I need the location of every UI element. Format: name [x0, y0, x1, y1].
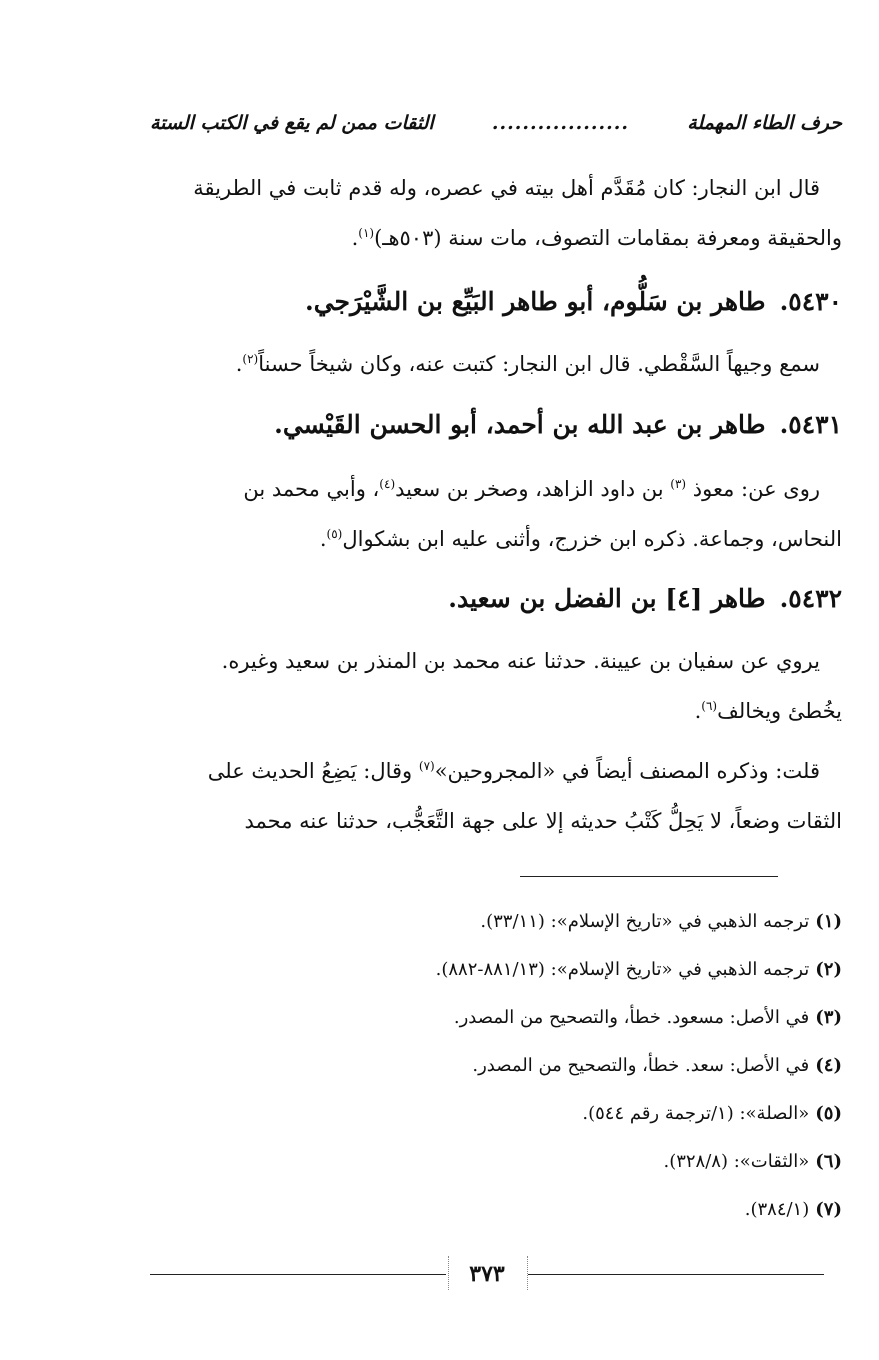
- header-book-title: الثقات ممن لم يقع في الكتب الستة: [150, 112, 434, 134]
- paragraph-1-line-2-end: .: [351, 226, 359, 250]
- footnote-number: (٢): [815, 959, 842, 980]
- paragraph-4-line-2: [150, 686, 842, 736]
- footnote-2: [150, 950, 842, 998]
- paragraph-4-line-1: يروي عن سفيان بن عيينة. حدثنا عنه محمد بن المنذر بن سعيد وغيره.: [221, 649, 820, 673]
- footnote-text: ترجمه الذهبي في «تاريخ الإسلام»: (٨٨١/١٣-٨٨٢).: [435, 959, 810, 980]
- paragraph-5: [150, 746, 842, 846]
- paragraph-3: [150, 464, 842, 564]
- entry-title-5430: طاهر بن سَلُّوم، أبو طاهر البَيِّع بن الشَّيْرَجي.: [305, 287, 766, 316]
- entry-title-5431: طاهر بن عبد الله بن أحمد، أبو الحسن القَيْسي.: [274, 410, 766, 439]
- footnote-number: (١): [815, 911, 842, 932]
- footnote-ref-4[interactable]: (٤): [379, 477, 396, 491]
- footnote-number: (٣): [815, 1007, 842, 1028]
- paragraph-3-end: .: [319, 527, 327, 551]
- paragraph-4-text: يخُطئ ويخالف: [717, 699, 842, 723]
- paragraph-5-text-b: وقال: يَضِعُ الحديث على: [207, 759, 419, 783]
- footnote-7: [150, 1190, 842, 1238]
- entry-heading-5432: [150, 579, 842, 619]
- paragraph-2-text: سمع وجيهاً السَّقْطي. قال ابن النجار: كتبت عنه، وكان شيخاً حسناً: [258, 352, 820, 376]
- footnote-text: «الثقات»: (٣٢٨/٨).: [663, 1151, 810, 1172]
- footnote-3: [150, 998, 842, 1046]
- footnote-ref-2[interactable]: (٢): [242, 352, 259, 366]
- paragraph-1: [150, 163, 842, 263]
- paragraph-1-line-1: قال ابن النجار: كان مُقَدَّم أهل بيته في عصره، وله قدم ثابت في الطريقة: [193, 176, 820, 200]
- footnote-6: [150, 1142, 842, 1190]
- paragraph-2-end: .: [235, 352, 243, 376]
- footnote-text: ترجمه الذهبي في «تاريخ الإسلام»: (٣٣/١١).: [480, 911, 810, 932]
- paragraph-2-line-1: [150, 339, 842, 389]
- header-chapter: حرف الطاء المهملة: [687, 112, 842, 134]
- entry-number-5432: ٥٤٣٢.: [779, 584, 842, 613]
- footer-rule-right: [528, 1274, 824, 1275]
- header-dots: ..................: [491, 112, 629, 134]
- footnote-ref-5[interactable]: (٥): [326, 527, 343, 541]
- paragraph-5-line-2: الثقات وضعاً، لا يَحِلُّ كَتْبُ حديثه إلا على جهة التَّعَجُّب، حدثنا عنه محمد: [244, 809, 842, 833]
- entry-number-5430: ٥٤٣٠.: [779, 287, 842, 316]
- footnotes: [150, 902, 842, 1238]
- paragraph-3-line-1: [150, 464, 842, 514]
- paragraph-2: [150, 339, 842, 389]
- entry-number-5431: ٥٤٣١.: [779, 410, 842, 439]
- entry-heading-5430: [150, 282, 842, 322]
- paragraph-3-line-2: [150, 514, 842, 564]
- page-number: ٣٧٣: [469, 1261, 505, 1287]
- paragraph-3-text-a: روى عن: معوذ: [686, 477, 820, 501]
- paragraph-1-line-2-text: والحقيقة ومعرفة بمقامات التصوف، مات سنة (٥٠٣هـ): [374, 226, 842, 250]
- footnote-5: [150, 1094, 842, 1142]
- footnote-number: (٥): [815, 1103, 842, 1124]
- paragraph-3-text-c: ، وأبي محمد بن: [243, 477, 380, 501]
- entry-heading-5431: [150, 405, 842, 445]
- paragraph-5-line-1: [150, 746, 842, 796]
- paragraph-3-text-b: بن داود الزاهد، وصخر بن سعيد: [395, 477, 671, 501]
- paragraph-4-end: .: [694, 699, 702, 723]
- footnote-ref-1[interactable]: (١): [358, 226, 375, 240]
- footnote-ref-6[interactable]: (٦): [701, 699, 718, 713]
- footnote-text: في الأصل: سعد. خطأ، والتصحيح من المصدر.: [472, 1055, 810, 1076]
- footnote-number: (٦): [815, 1151, 842, 1172]
- running-header: [150, 112, 842, 134]
- footnote-number: (٤): [815, 1055, 842, 1076]
- footnote-divider: [520, 876, 778, 877]
- entry-title-5432: طاهر [٤] بن الفضل بن سعيد.: [448, 584, 766, 613]
- footer-rule-left: [150, 1274, 446, 1275]
- footnote-1: [150, 902, 842, 950]
- footnote-ref-7[interactable]: (٧): [418, 759, 435, 773]
- paragraph-5-text-a: قلت: وذكره المصنف أيضاً في «المجروحين»: [434, 759, 820, 783]
- footnote-text: «الصلة»: (١/ترجمة رقم ٥٤٤).: [582, 1103, 810, 1124]
- footnote-text: في الأصل: مسعود. خطأ، والتصحيح من المصدر.: [453, 1007, 810, 1028]
- footnote-text: (٣٨٤/١).: [744, 1199, 810, 1220]
- footnote-4: [150, 1046, 842, 1094]
- footnote-ref-3[interactable]: (٣): [670, 477, 687, 491]
- paragraph-3-text-d: النحاس، وجماعة. ذكره ابن خزرج، وأثنى عليه ابن بشكوال: [342, 527, 842, 551]
- footnote-number: (٧): [815, 1199, 842, 1220]
- paragraph-1-line-2: [150, 213, 842, 263]
- paragraph-4: [150, 636, 842, 736]
